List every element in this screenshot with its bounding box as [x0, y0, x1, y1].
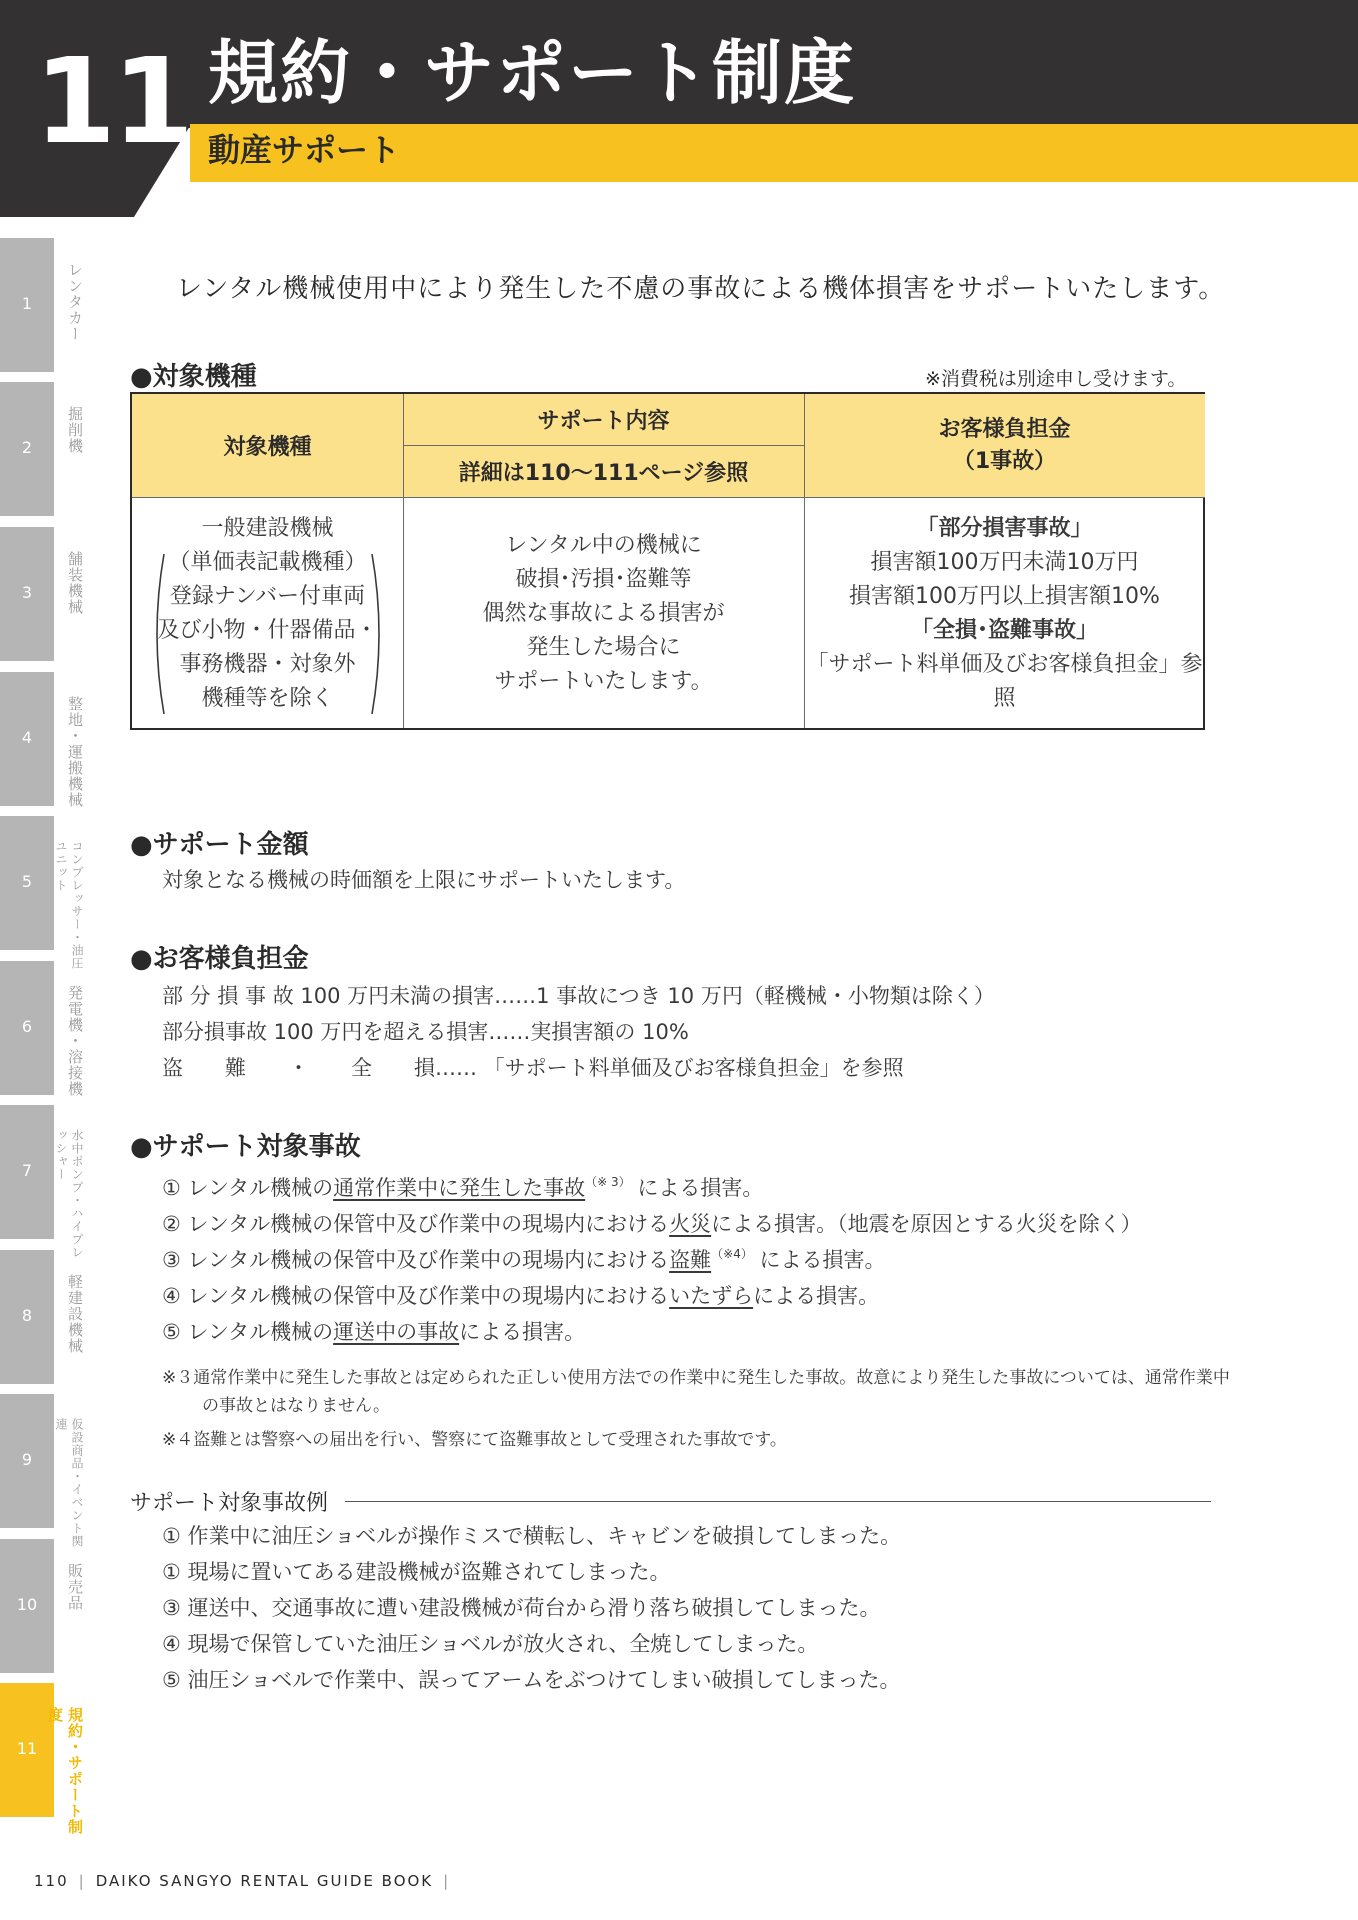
th-target: 対象機種 [132, 394, 403, 497]
accident-item [162, 1248, 886, 1271]
table-line: 一般建設機械 [201, 515, 334, 541]
table-divider [804, 394, 805, 728]
table-line: 発生した場合に [526, 634, 681, 660]
accident-text: による損害。 [753, 1284, 880, 1308]
accident-keyword: 通常作業中に発生した事故 [333, 1176, 586, 1200]
th-customer-charge-line2: （1事故） [952, 448, 1057, 474]
table-line: 破損･汚損･盗難等 [515, 566, 692, 592]
td-customer-charge [804, 497, 1205, 730]
example-item: ④ 現場で保管していた油圧ショベルが放火され、全焼してしまった。 [162, 1632, 819, 1656]
td-support-content [403, 497, 804, 730]
heading-amount: ●サポート金額 [130, 830, 309, 860]
side-tab-number: 9 [21, 1450, 33, 1469]
table-line: サポートいたします。 [494, 668, 713, 694]
side-tab-number: 2 [21, 438, 33, 457]
table-line: 偶然な事故による損害が [482, 600, 725, 626]
example-item: ① 現場に置いてある建設機械が盗難されてしまった。 [162, 1560, 671, 1584]
accident-text: ② レンタル機械の保管中及び作業中の現場内における [162, 1212, 670, 1236]
table-line: （単価表記載機種） [168, 549, 367, 575]
accident-keyword: 盗難 [669, 1248, 712, 1272]
side-tab-label: 舗装機械 [66, 551, 84, 615]
side-tab-number: 8 [21, 1306, 33, 1325]
heading-examples: サポート対象事故例 [130, 1491, 329, 1516]
th-support-detail: 詳細は110〜111ページ参照 [403, 445, 804, 497]
accident-item [162, 1284, 879, 1307]
accident-keyword: いたずら [669, 1284, 754, 1308]
side-tab-number: 7 [21, 1161, 33, 1180]
tax-note: ※消費税は別途申し受けます。 [925, 368, 1187, 390]
table-line: 損害額100万円未満10万円 [870, 549, 1139, 575]
examples-rule [345, 1501, 1211, 1502]
accident-text: ⑤ レンタル機械の [162, 1320, 334, 1344]
accident-text: による損害。 [752, 1248, 886, 1272]
table-divider [132, 497, 1205, 498]
table-line: 及び小物・什器備品・ [157, 617, 378, 643]
support-table [130, 392, 1205, 730]
side-tab-label: 掘削機 [66, 406, 84, 454]
side-tab-label: コンプレッサー・油圧ユニット [54, 840, 84, 970]
note-3: ※３通常作業中に発生した事故とは定められた正しい使用方法での作業中に発生した事故。故意により発生した事故については、通常作業中の事故とはなりません。 [162, 1368, 1230, 1416]
customer-line-2: 部分損事故 100 万円を超える損害……実損害額の 10% [162, 1020, 689, 1044]
accident-text: ④ レンタル機械の保管中及び作業中の現場内における [162, 1284, 670, 1308]
accident-text: による損害。 [630, 1176, 764, 1200]
side-tab-label: 規約・サポート制度 [46, 1707, 84, 1835]
note-4: ※４盗難とは警察への届出を行い、警察にて盗難事故として受理された事故です。 [162, 1430, 787, 1450]
side-tab-number: 10 [16, 1595, 38, 1614]
th-support-content: サポート内容 [403, 394, 804, 445]
accident-item [162, 1212, 1142, 1235]
accident-text: ① レンタル機械の [162, 1176, 334, 1200]
customer-line-3: 盗 難 ・ 全 損…… 「サポート料単価及びお客様負担金」を参照 [162, 1056, 904, 1080]
table-line: 事務機器・対象外 [179, 651, 356, 677]
table-line: 機種等を除く [201, 685, 334, 711]
side-tab-label: 軽建設機械 [66, 1274, 84, 1354]
example-item: ③ 運送中、交通事故に遭い建設機械が荷台から滑り落ち破損してしまった。 [162, 1596, 881, 1620]
side-tab-number: 11 [16, 1739, 38, 1758]
side-tab-label: 発電機・溶接機 [66, 985, 84, 1097]
bracket-shape [150, 554, 386, 714]
side-tab-number: 3 [21, 583, 33, 602]
footer-separator: | [78, 1872, 86, 1890]
side-tab-label: 整地・運搬機械 [66, 696, 84, 808]
accident-text: による損害。（地震を原因とする火災を除く） [711, 1212, 1142, 1236]
side-tab-label: 水中ポンプ・ハイプレッシャー [54, 1129, 84, 1259]
lead-text: レンタル機械使用中により発生した不慮の事故による機体損害をサポートいたします。 [176, 274, 1226, 304]
heading-customer: ●お客様負担金 [130, 944, 309, 974]
chapter-title: 規約・サポート制度 [208, 32, 856, 114]
footer-title: DAIKO SANGYO RENTAL GUIDE BOOK [95, 1872, 434, 1890]
table-line: 「全損･盗難事故」 [910, 617, 1098, 643]
side-tab-number: 6 [21, 1017, 33, 1036]
accident-keyword: 運送中の事故 [333, 1320, 460, 1344]
example-item: ① 作業中に油圧ショベルが操作ミスで横転し、キャビンを破損してしまった。 [162, 1524, 902, 1548]
amount-text: 対象となる機械の時価額を上限にサポートいたします。 [162, 868, 686, 892]
accident-item [162, 1176, 763, 1199]
table-line: 登録ナンバー付車両 [169, 583, 366, 609]
chapter-subtitle: 動産サポート [208, 131, 401, 169]
customer-line-1: 部 分 損 事 故 100 万円未満の損害……1 事故につき 10 万円（軽機械・小物類は除く） [162, 984, 995, 1008]
table-line: 損害額100万円以上損害額10% [849, 583, 1160, 609]
chapter-number: 11 [34, 32, 191, 170]
side-tab-number: 5 [21, 872, 33, 891]
example-item: ⑤ 油圧ショベルで作業中、誤ってアームをぶつけてしまい破損してしまった。 [162, 1668, 901, 1692]
accident-note-ref: （※ 3） [585, 1175, 631, 1189]
side-tab-number: 4 [21, 728, 33, 747]
table-line: レンタル中の機械に [505, 532, 702, 558]
heading-target: ●対象機種 [130, 362, 257, 392]
side-tab-label: レンタカー [66, 262, 84, 342]
accident-text: による損害。 [459, 1320, 586, 1344]
table-line: 「サポート料単価及びお客様負担金」参照 [806, 651, 1203, 711]
th-customer-charge-line1: お客様負担金 [938, 416, 1071, 442]
accident-item [162, 1320, 585, 1343]
table-line: 「部分損害事故」 [916, 515, 1093, 541]
footer-separator: | [443, 1872, 451, 1890]
heading-accidents: ●サポート対象事故 [130, 1132, 361, 1162]
side-tab-label: 販売品 [66, 1563, 84, 1611]
table-divider [403, 445, 804, 446]
accident-keyword: 火災 [669, 1212, 712, 1236]
page-number: 110 [34, 1872, 69, 1890]
footer [34, 1872, 460, 1890]
th-customer-charge [804, 394, 1205, 497]
side-tab-label: 仮設商品・イベント関連 [54, 1418, 84, 1548]
side-tab-number: 1 [21, 294, 33, 313]
accident-note-ref: （※4） [711, 1247, 753, 1261]
accident-text: ③ レンタル機械の保管中及び作業中の現場内における [162, 1248, 670, 1272]
